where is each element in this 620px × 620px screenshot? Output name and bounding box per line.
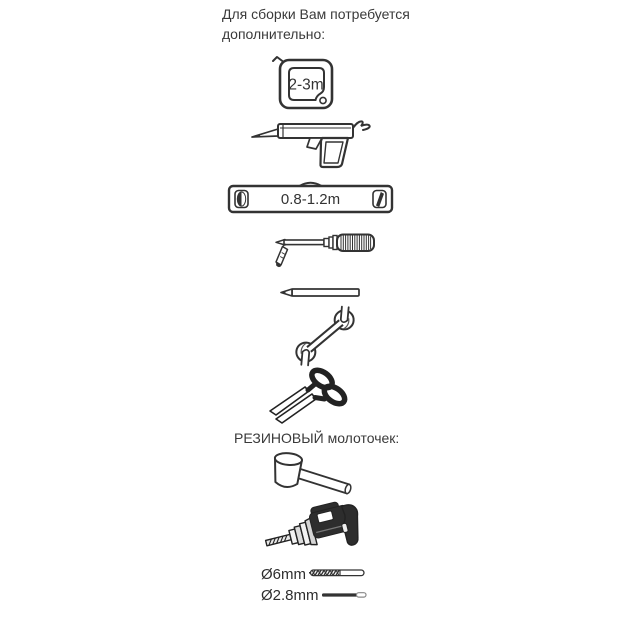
drill-bit-2.8mm-icon (321, 591, 367, 599)
caulking-gun-item (250, 117, 376, 173)
wrench-item (294, 310, 356, 362)
tape-measure-item (272, 54, 336, 112)
drill-bit-2.8mm-label: Ø2.8mm (261, 587, 319, 604)
drill-bit-6mm-item (309, 568, 366, 578)
spirit-level-item (227, 180, 394, 216)
wrench-icon (294, 310, 356, 362)
page-title-line2: дополнительно: (222, 25, 326, 42)
power-drill-item (264, 502, 364, 564)
rubber-mallet-item (267, 450, 357, 502)
drill-bit-2.8mm-item (321, 591, 367, 599)
pencil-item (277, 285, 365, 301)
drill-bit-6mm-label: Ø6mm (261, 566, 306, 583)
spirit-level-icon (227, 180, 394, 216)
caulking-gun-icon (250, 117, 376, 173)
drill-bit-6mm-icon (309, 568, 366, 578)
screwdriver-item (273, 232, 377, 270)
pencil-icon (277, 285, 365, 301)
scissors-icon (269, 366, 353, 424)
power-drill-icon (264, 502, 364, 564)
page-title-line1: Для сборки Вам потребуется (222, 6, 410, 22)
page-title (222, 5, 410, 44)
screwdriver-icon (273, 232, 377, 270)
scissors-item (269, 366, 353, 424)
tape-measure-icon (272, 54, 336, 112)
spirit-level-range-label: 0.8-1.2m (280, 191, 341, 208)
rubber-mallet-section-title: РЕЗИНОВЫЙ молоточек: (234, 430, 400, 446)
tape-measure-range-label: 2-3m (288, 76, 324, 94)
rubber-mallet-icon (267, 450, 357, 502)
